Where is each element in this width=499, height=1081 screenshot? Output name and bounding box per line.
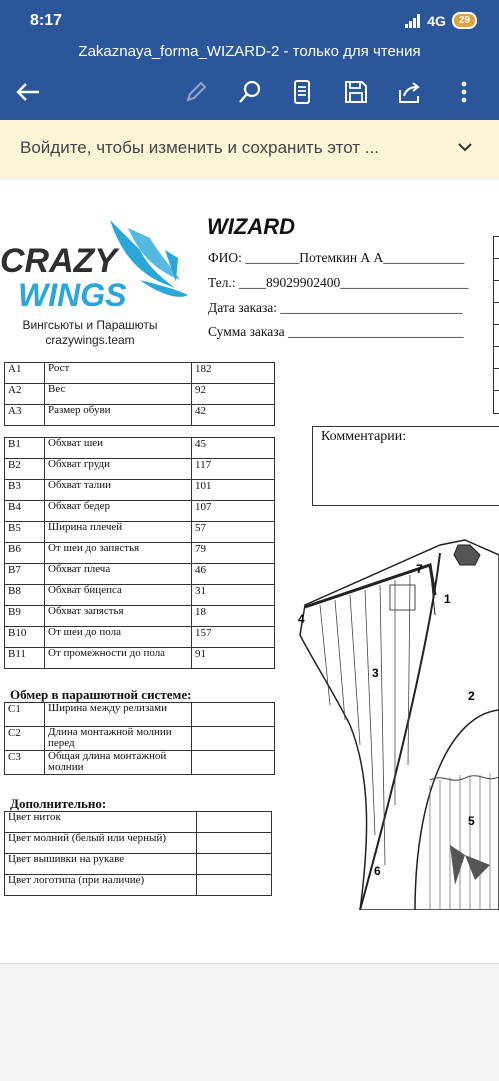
table-row [5, 627, 275, 648]
row-code: B3 [5, 480, 45, 501]
table-row [5, 875, 272, 896]
logo-site: crazywings.team [45, 333, 135, 347]
row-value [197, 875, 272, 896]
date-label: Дата заказа: [208, 300, 278, 315]
row-label: От шеи до пола [45, 627, 192, 648]
row-label: Цвет ниток [5, 812, 197, 833]
banner-text: Войдите, чтобы изменить и сохранить этот ... [20, 138, 379, 157]
row-code: B6 [5, 543, 45, 564]
row-label: Обхват бедер [45, 501, 192, 522]
table-row [5, 751, 275, 775]
table-row [5, 459, 275, 480]
row-code: B11 [5, 648, 45, 669]
diagram-label-4: 4 [298, 612, 305, 626]
reading-mode-button[interactable] [286, 76, 318, 108]
row-label: Ширина плечей [45, 522, 192, 543]
fio-value: ________Потемкин А А____________ [245, 250, 465, 265]
row-value: 31 [192, 585, 275, 606]
save-button[interactable] [340, 76, 372, 108]
table-b [4, 437, 275, 669]
pencil-icon [184, 80, 208, 104]
table-row [5, 501, 275, 522]
document-title: Zakaznaya_forma_WIZARD-2 - только для чтения [0, 40, 499, 66]
row-code: C2 [5, 727, 45, 751]
row-value [192, 751, 275, 775]
logo-subtitle: Вингсьюты и Парашюты [22, 318, 158, 332]
row-code: B4 [5, 501, 45, 522]
diagram-label-5: 5 [468, 814, 475, 828]
row-value: 182 [192, 363, 275, 384]
date-field [208, 300, 463, 316]
chevron-down-icon[interactable] [457, 140, 473, 154]
table-row [5, 543, 275, 564]
share-button[interactable] [394, 76, 426, 108]
table-row [5, 648, 275, 669]
row-value: 157 [192, 627, 275, 648]
share-icon [397, 80, 423, 104]
row-value: 45 [192, 438, 275, 459]
diagram-label-7: 7 [416, 562, 423, 576]
search-button[interactable] [234, 76, 266, 108]
table-row [5, 405, 275, 426]
row-value: 91 [192, 648, 275, 669]
sum-value: __________________________ [287, 324, 464, 339]
table-row [5, 363, 275, 384]
edit-button[interactable] [180, 76, 212, 108]
back-button[interactable] [12, 76, 44, 108]
row-code: B9 [5, 606, 45, 627]
row-value: 42 [192, 405, 275, 426]
diagram-label-2: 2 [468, 689, 475, 703]
sum-field [208, 324, 463, 340]
table-row [5, 606, 275, 627]
row-value [197, 812, 272, 833]
row-code: B1 [5, 438, 45, 459]
diagram-label-3: 3 [372, 666, 379, 680]
row-label: Цвет вышивки на рукаве [5, 854, 197, 875]
table-row [5, 727, 275, 751]
row-label: Цвет логотипа (при наличие) [5, 875, 197, 896]
table-row [5, 703, 275, 727]
row-value: 92 [192, 384, 275, 405]
row-label: От шеи до запястья [45, 543, 192, 564]
toolbar [0, 66, 499, 120]
row-label: Обхват шеи [45, 438, 192, 459]
row-code: B5 [5, 522, 45, 543]
logo-wing-graphic [0, 210, 200, 320]
row-value: 18 [192, 606, 275, 627]
section-d-title: Дополнительно: [10, 796, 107, 811]
table-row [5, 854, 272, 875]
row-value [192, 703, 275, 727]
comment-box [312, 426, 499, 506]
logo-line2: WINGS [18, 277, 127, 313]
row-value: 117 [192, 459, 275, 480]
row-label: Обхват запястья [45, 606, 192, 627]
row-label: Вес [45, 384, 192, 405]
back-arrow-icon [15, 81, 41, 103]
more-button[interactable] [448, 76, 480, 108]
row-value: 46 [192, 564, 275, 585]
row-code: A1 [5, 363, 45, 384]
row-label: Размер обуви [45, 405, 192, 426]
diagram-label-6: 6 [374, 864, 381, 878]
row-code: B2 [5, 459, 45, 480]
row-code: B10 [5, 627, 45, 648]
row-label: Обхват груди [45, 459, 192, 480]
tel-field [208, 275, 468, 291]
row-value: 57 [192, 522, 275, 543]
fio-label: ФИО: [208, 250, 242, 265]
row-label: Ширина между релизами [45, 703, 192, 727]
reading-mode-icon [292, 80, 312, 104]
table-row [5, 522, 275, 543]
row-label: Обхват бицепса [45, 585, 192, 606]
section-c-title: Обмер в парашютной системе: [10, 687, 192, 702]
date-value: ___________________________ [280, 300, 463, 315]
table-c [4, 702, 275, 775]
status-icons [405, 12, 477, 29]
more-icon [460, 80, 468, 104]
row-value [197, 833, 272, 854]
row-label: Общая длина монтажной молнии [45, 751, 192, 775]
fio-field [208, 250, 464, 266]
row-label: Длина монтажной молнии перед [45, 727, 192, 751]
status-bar [0, 0, 499, 40]
row-code: B8 [5, 585, 45, 606]
row-value [197, 854, 272, 875]
sum-label: Сумма заказа [208, 324, 285, 339]
table-row [5, 384, 275, 405]
row-value: 101 [192, 480, 275, 501]
row-code: A2 [5, 384, 45, 405]
row-code: A3 [5, 405, 45, 426]
row-code: C3 [5, 751, 45, 775]
comment-label: Комментарии: [321, 429, 407, 444]
battery-icon: 29 [452, 12, 477, 29]
signal-icon [405, 14, 421, 28]
row-label: Обхват талии [45, 480, 192, 501]
row-label: Рост [45, 363, 192, 384]
table-row [5, 812, 272, 833]
row-value: 107 [192, 501, 275, 522]
table-row [5, 564, 275, 585]
tel-label: Тел.: [208, 275, 236, 290]
table-row [5, 833, 272, 854]
table-a [4, 362, 275, 426]
search-icon [238, 80, 262, 104]
table-row [5, 480, 275, 501]
row-label: Обхват плеча [45, 564, 192, 585]
table-row [5, 438, 275, 459]
table-row [5, 585, 275, 606]
table-d [4, 811, 272, 896]
sign-in-banner[interactable] [0, 120, 499, 178]
network-type: 4G [427, 12, 446, 29]
row-value: 79 [192, 543, 275, 564]
document-page[interactable] [0, 180, 499, 963]
row-code: B7 [5, 564, 45, 585]
row-code: C1 [5, 703, 45, 727]
tel-value: ____89029902400___________________ [238, 275, 469, 290]
diagram-label-1: 1 [444, 592, 451, 606]
save-icon [344, 80, 368, 104]
form-heading: WIZARD [207, 214, 295, 239]
logo-line1: CRAZY [0, 242, 118, 280]
row-label: Цвет молний (белый или черный) [5, 833, 197, 854]
right-edge-grid [493, 236, 499, 414]
page-footer-area [0, 963, 499, 1081]
status-time: 8:17 [30, 12, 63, 29]
row-label: От промежности до пола [45, 648, 192, 669]
wingsuit-diagram [290, 535, 499, 910]
row-value [192, 727, 275, 751]
